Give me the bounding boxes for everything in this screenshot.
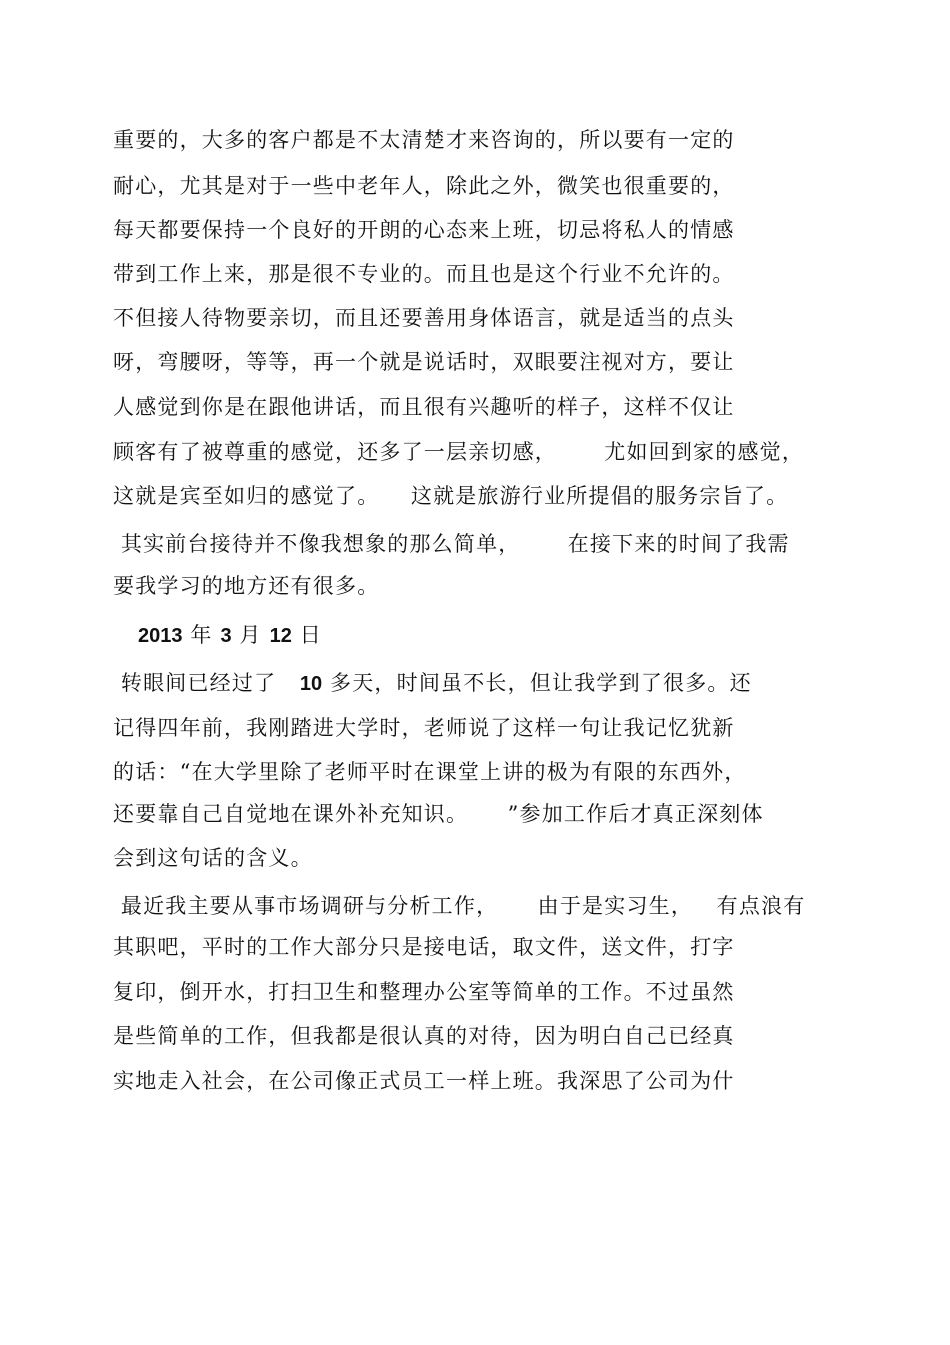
text-line [113,668,752,698]
text-line: 要我学习的地方还有很多。 [113,574,380,598]
text-line: 呀，弯腰呀，等等，再一个就是说话时，双眼要注视对方，要让 [113,350,735,374]
text-line: 这就是宾至如归的感觉了。 这就是旅游行业所提倡的服务宗旨了。 [113,484,789,508]
number-value: 10 [299,673,323,695]
text-line: 耐心，尤其是对于一些中老年人，除此之外，微笑也很重要的， [113,174,735,198]
text-line: 人感觉到你是在跟他讲话，而且很有兴趣听的样子，这样不仅让 [113,395,735,419]
date-year-unit: 年 [190,623,213,647]
text-line: 会到这句话的含义。 [113,846,313,870]
date-heading [138,620,322,650]
text-segment: 转眼间已经过了 [113,671,300,695]
text-line: 的话：“在大学里除了老师平时在课堂上讲的极为有限的东西外， [113,760,747,784]
date-day-unit: 日 [299,623,322,647]
date-month-unit: 月 [239,623,262,647]
text-line: 重要的，大多的客户都是不太清楚才来咨询的，所以要有一定的 [113,128,735,152]
text-line: 记得四年前，我刚踏进大学时，老师说了这样一句让我记忆犹新 [113,716,735,740]
text-line: 其职吧，平时的工作大部分只是接电话，取文件，送文件，打字 [113,935,735,959]
text-segment: 多天，时间虽不长，但让我学到了很多。还 [322,671,752,695]
text-line: 实地走入社会，在公司像正式员工一样上班。我深思了公司为什 [113,1069,735,1093]
text-line: 每天都要保持一个良好的开朗的心态来上班，切忌将私人的情感 [113,218,735,242]
text-line: 最近我主要从事市场调研与分析工作， 由于是实习生， 有点浪有 [113,894,806,918]
text-line: 顾客有了被尊重的感觉，还多了一层亲切感， 尤如回到家的感觉， [113,440,805,464]
text-line: 其实前台接待并不像我想象的那么简单， 在接下来的时间了我需 [113,532,790,556]
text-line: 不但接人待物要亲切，而且还要善用身体语言，就是适当的点头 [113,306,735,330]
text-line: 还要靠自己自觉地在课外补充知识。 ”参加工作后才真正深刻体 [113,802,764,826]
date-day: 12 [269,625,292,647]
text-line: 复印，倒开水，打扫卫生和整理办公室等简单的工作。不过虽然 [113,980,735,1004]
text-line: 是些简单的工作，但我都是很认真的对待，因为明白自己已经真 [113,1024,735,1048]
text-line: 带到工作上来，那是很不专业的。而且也是这个行业不允许的。 [113,262,735,286]
date-year: 2013 [138,625,183,647]
date-month: 3 [220,625,232,647]
